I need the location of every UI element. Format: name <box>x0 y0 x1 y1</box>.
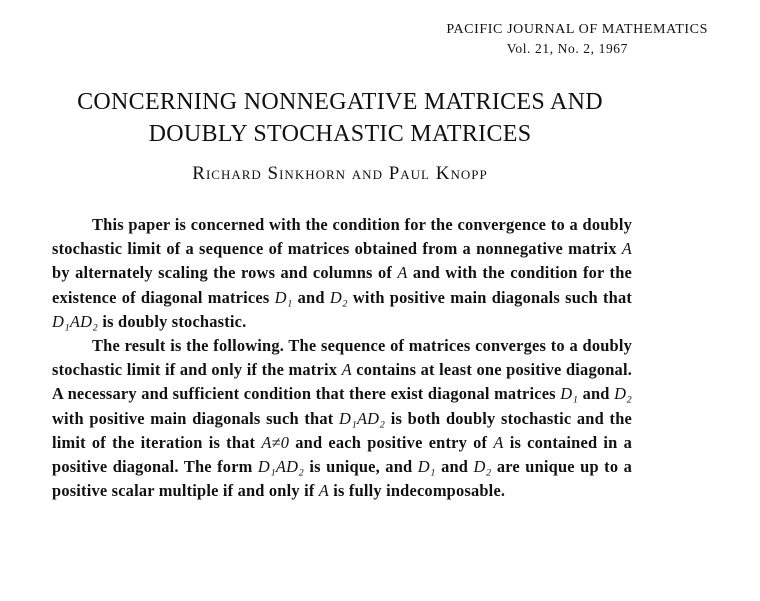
math-symbol: A <box>621 239 632 259</box>
text-run: with positive main diagonals such that <box>347 287 632 307</box>
math-symbol: D₁AD₂ <box>257 457 305 477</box>
math-symbol: A <box>493 432 504 452</box>
text-run: and with the condition for the existence of diagonal matrices <box>52 263 632 307</box>
text-run: and <box>435 457 474 477</box>
math-symbol: A <box>397 263 408 283</box>
journal-volume: Vol. 21, No. 2, 1967 <box>506 41 628 56</box>
text-run: by alternately scaling the rows and columns of <box>52 263 398 283</box>
math-symbol: D₂ <box>614 384 632 404</box>
math-symbol: A <box>318 481 329 501</box>
journal-header <box>446 20 708 58</box>
paper-title-line-2: DOUBLY STOCHASTIC MATRICES <box>148 121 532 147</box>
math-symbol: D₁ <box>560 384 579 404</box>
math-symbol: D₁ <box>274 287 293 307</box>
text-run: and <box>292 287 330 307</box>
journal-name: PACIFIC JOURNAL OF MATHEMATICS <box>446 22 708 37</box>
text-run: are unique up to a positive scalar multiple if and only if <box>52 457 632 501</box>
math-symbol: D₂ <box>473 457 492 477</box>
text-run: is unique, and <box>304 457 418 477</box>
text-run: is contained in a positive diagonal. The form <box>52 432 632 477</box>
abstract-paragraph-1 <box>52 213 632 334</box>
abstract-paragraph-2 <box>52 334 632 503</box>
text-run: is fully indecomposable. <box>329 481 506 501</box>
text-run: with positive main diagonals such that <box>52 408 340 428</box>
math-symbol: A≠0 <box>261 432 290 452</box>
text-run: The result is the following. The sequence of matrices converges to a doubly stochastic limit if and only if the matrix <box>52 336 632 380</box>
text-run: and <box>578 384 615 404</box>
math-symbol: D₁ <box>417 457 436 477</box>
text-run: This paper is concerned with the condition for the convergence to a doubly stochastic limit of a sequence of matrices obtained from a nonnegative matrix <box>52 215 632 259</box>
paper-title <box>20 86 660 150</box>
text-run: and each positive entry of <box>289 432 494 452</box>
text-run: is doubly stochastic. <box>98 311 247 331</box>
math-symbol: D₂ <box>329 287 348 307</box>
math-symbol: D₁AD₂ <box>339 408 386 428</box>
paper-authors: Richard Sinkhorn and Paul Knopp <box>192 163 488 184</box>
math-symbol: D₁AD₂ <box>52 311 99 331</box>
text-run: contains at least one positive diagonal. A necessary and sufficient condition that there exist diagonal matrices <box>52 360 632 404</box>
math-symbol: A <box>341 360 352 380</box>
abstract <box>52 213 632 503</box>
paper-title-line-1: CONCERNING NONNEGATIVE MATRICES AND <box>77 89 603 115</box>
text-run: is both doubly stochastic and the limit of the iteration is that <box>52 408 632 452</box>
